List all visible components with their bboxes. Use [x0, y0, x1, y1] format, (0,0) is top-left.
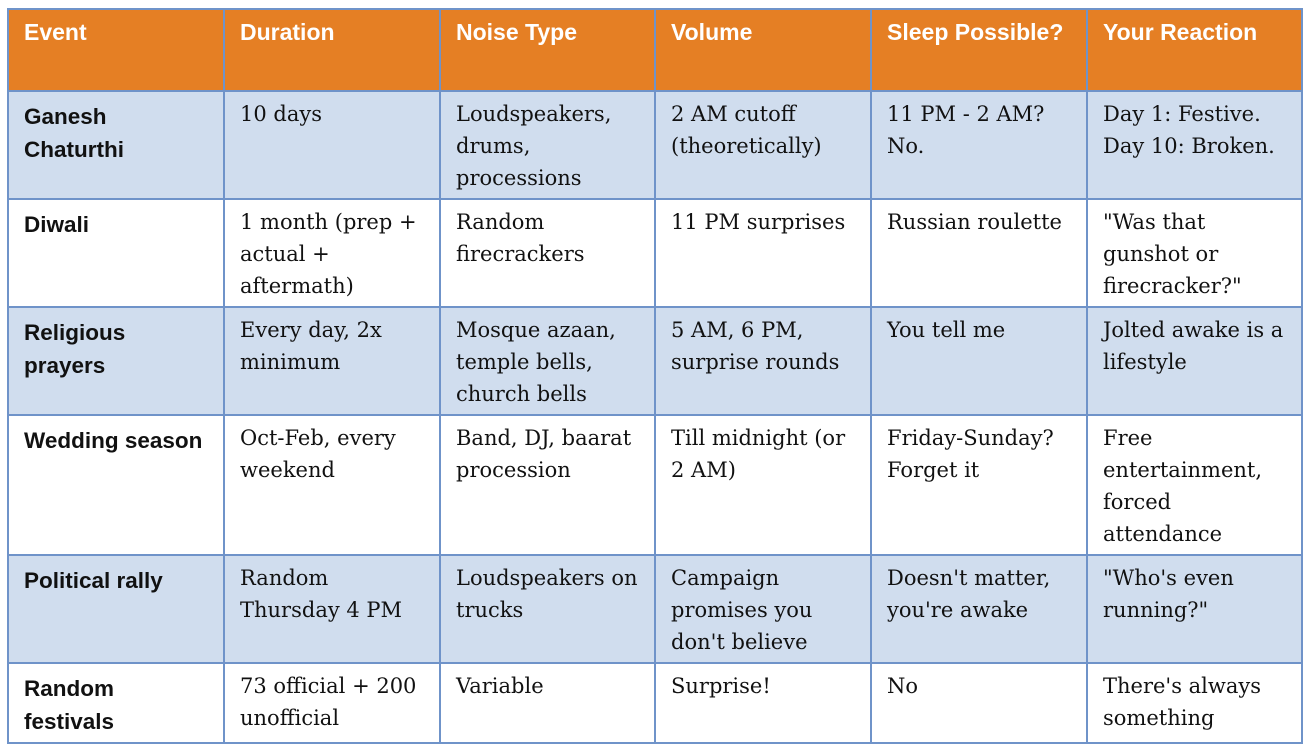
- cell-sleep-possible: Doesn't matter, you're awake: [871, 555, 1087, 663]
- cell-reaction: Free entertainment, forced attendance: [1087, 415, 1302, 555]
- cell-volume: 5 AM, 6 PM, surprise rounds: [655, 307, 871, 415]
- noise-events-table: [7, 8, 1303, 744]
- cell-event: Wedding season: [8, 415, 224, 555]
- table-row: [8, 663, 1302, 743]
- cell-volume: Campaign promises you don't believe: [655, 555, 871, 663]
- table-row: [8, 555, 1302, 663]
- noise-table-container: [7, 8, 1301, 744]
- header-volume: Volume: [655, 9, 871, 91]
- header-duration: Duration: [224, 9, 440, 91]
- cell-noise-type: Mosque azaan, temple bells, church bells: [440, 307, 655, 415]
- table-row: [8, 199, 1302, 307]
- cell-noise-type: Loudspeakers on trucks: [440, 555, 655, 663]
- header-event: Event: [8, 9, 224, 91]
- cell-noise-type: Band, DJ, baarat procession: [440, 415, 655, 555]
- cell-volume: Till midnight (or 2 AM): [655, 415, 871, 555]
- cell-sleep-possible: Russian roulette: [871, 199, 1087, 307]
- cell-event: Religious prayers: [8, 307, 224, 415]
- cell-sleep-possible: Friday-Sunday? Forget it: [871, 415, 1087, 555]
- cell-event: Diwali: [8, 199, 224, 307]
- cell-volume: 11 PM surprises: [655, 199, 871, 307]
- cell-sleep-possible: You tell me: [871, 307, 1087, 415]
- header-your-reaction: Your Reaction: [1087, 9, 1302, 91]
- cell-duration: Every day, 2x minimum: [224, 307, 440, 415]
- cell-noise-type: Variable: [440, 663, 655, 743]
- table-row: [8, 91, 1302, 199]
- header-row: [8, 9, 1302, 91]
- cell-sleep-possible: 11 PM - 2 AM? No.: [871, 91, 1087, 199]
- table-row: [8, 415, 1302, 555]
- cell-sleep-possible: No: [871, 663, 1087, 743]
- cell-volume: 2 AM cutoff (theoretically): [655, 91, 871, 199]
- header-sleep-possible: Sleep Possible?: [871, 9, 1087, 91]
- header-noise-type: Noise Type: [440, 9, 655, 91]
- cell-duration: Oct-Feb, every weekend: [224, 415, 440, 555]
- cell-noise-type: Random firecrackers: [440, 199, 655, 307]
- cell-reaction: Day 1: Festive. Day 10: Broken.: [1087, 91, 1302, 199]
- cell-reaction: There's always something: [1087, 663, 1302, 743]
- cell-event: Political rally: [8, 555, 224, 663]
- cell-reaction: "Was that gunshot or firecracker?": [1087, 199, 1302, 307]
- cell-event: Ganesh Chaturthi: [8, 91, 224, 199]
- cell-reaction: Jolted awake is a lifestyle: [1087, 307, 1302, 415]
- table-row: [8, 307, 1302, 415]
- cell-duration: Random Thursday 4 PM: [224, 555, 440, 663]
- cell-duration: 73 official + 200 unofficial: [224, 663, 440, 743]
- cell-reaction: "Who's even running?": [1087, 555, 1302, 663]
- cell-duration: 1 month (prep + actual + aftermath): [224, 199, 440, 307]
- cell-event: Random festivals: [8, 663, 224, 743]
- cell-volume: Surprise!: [655, 663, 871, 743]
- cell-noise-type: Loudspeakers, drums, processions: [440, 91, 655, 199]
- cell-duration: 10 days: [224, 91, 440, 199]
